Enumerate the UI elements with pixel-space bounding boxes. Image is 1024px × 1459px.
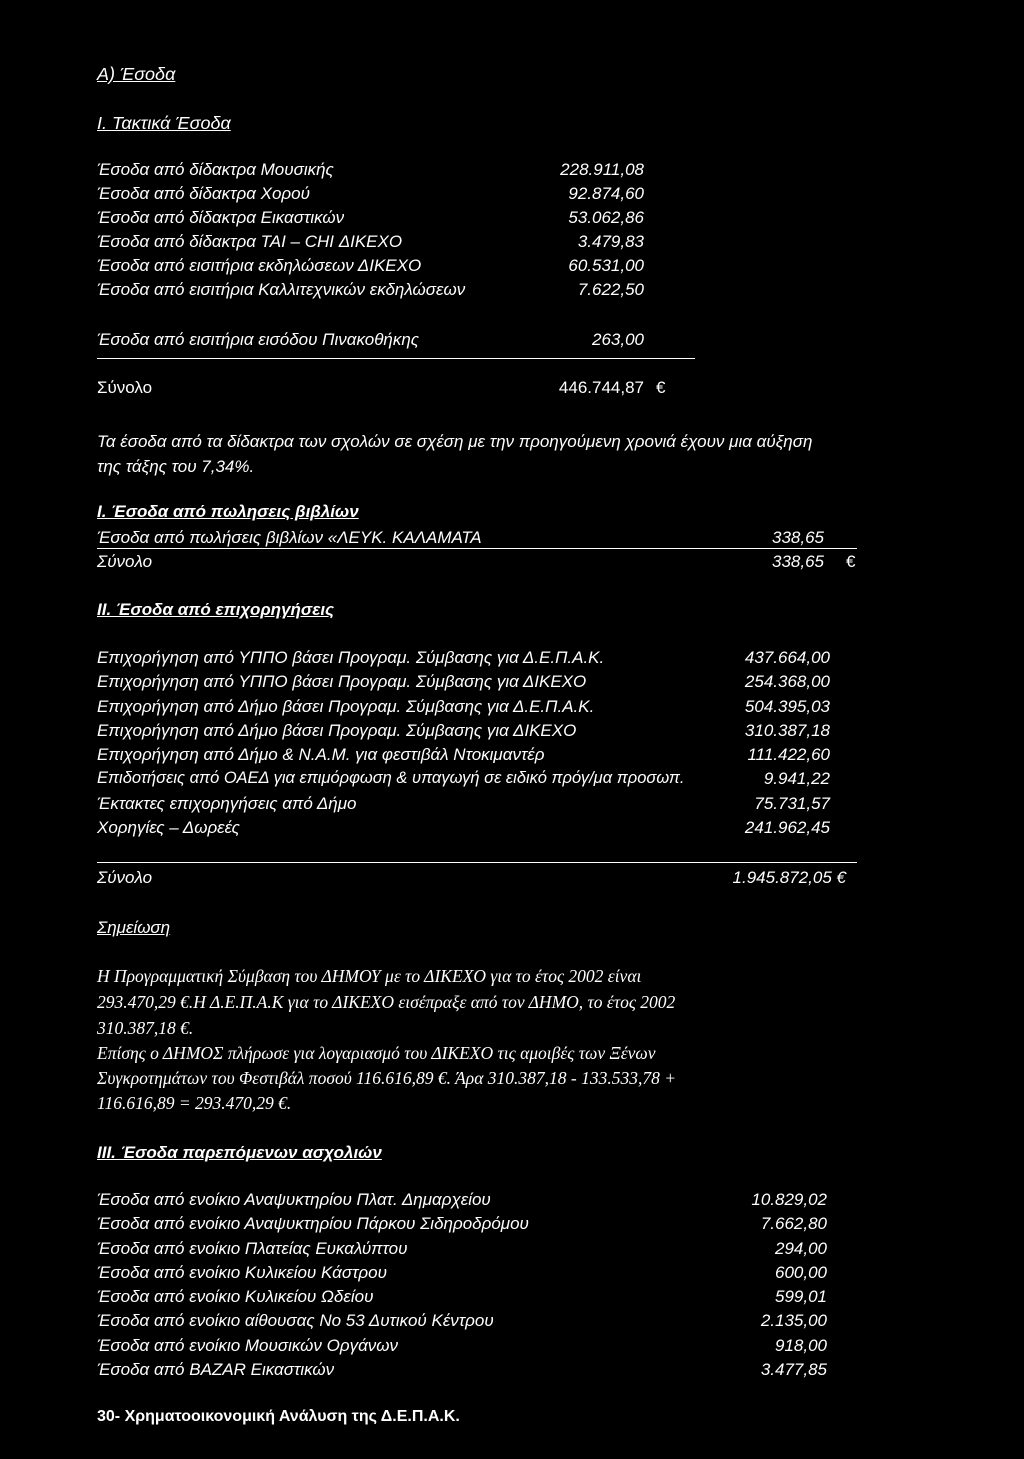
remark-line: Επίσης ο ΔΗΜΟΣ πλήρωσε για λογαριασμό του ΔΙΚΕΧΟ τις αμοιβές των Ξένων: [97, 1043, 656, 1063]
row-label: Έσοδα από ενοίκιο αίθουσας Νο 53 Δυτικού Κέντρου: [97, 1311, 494, 1330]
list-item: [0, 1311, 1024, 1335]
row-value: 918,00: [775, 1336, 827, 1355]
row-label: Επιχορήγηση από Δήμο βάσει Προγραμ. Σύμβασης για Δ.Ε.Π.Α.Κ.: [97, 697, 595, 716]
row-value: 7.662,80: [760, 1214, 827, 1233]
row-value: 7.622,50: [577, 280, 644, 299]
row-label: Έσοδα από BAZAR Εικαστικών: [97, 1360, 335, 1379]
row-value: 241.962,45: [744, 818, 830, 837]
euro-sign: €: [656, 378, 666, 397]
row-value: 3.479,83: [577, 232, 644, 251]
row-value: 504.395,03: [744, 697, 830, 716]
list-item: [0, 256, 1024, 280]
side-income-title: ΙΙΙ. Έσοδα παρεπόμενων ασχολιών: [97, 1143, 382, 1162]
row-value: 111.422,60: [747, 745, 830, 764]
book-sales-title: Ι. Έσοδα από πωλησεις βιβλίων: [97, 502, 359, 521]
row-label: Έσοδα από εισιτήρια Καλλιτεχνικών εκδηλώσεων: [97, 280, 466, 299]
row-value: 60.531,00: [568, 256, 644, 275]
row-value: 2.135,00: [760, 1311, 827, 1330]
list-item: [0, 769, 1024, 793]
row-label: Έσοδα από δίδακτρα Χορού: [97, 184, 310, 203]
row-label: Επιδοτήσεις από ΟΑΕΔ για επιμόρφωση & υπαγωγή σε ειδικό πρόγ/μα προσωπ.: [97, 769, 685, 787]
row-label: Έσοδα από δίδακτρα Μουσικής: [97, 160, 334, 179]
remark-line: Η Προγραμματική Σύμβαση του ΔΗΜΟΥ με το ΔΙΚΕΧΟ για το έτος 2002 είναι: [97, 966, 642, 986]
row-label: Έσοδα από εισιτήρια εισόδου Πινακοθήκης: [97, 330, 420, 349]
row-value: 228.911,08: [560, 160, 644, 179]
euro-sign: €: [846, 552, 856, 571]
row-label: Έκτακτες επιχορηγήσεις από Δήμο: [97, 794, 357, 813]
row-label: Έσοδα από ενοίκιο Αναψυκτηρίου Πάρκου Σιδηροδρόμου: [97, 1214, 529, 1233]
remark-line: 116.616,89 = 293.470,29 €.: [97, 1093, 292, 1113]
row-value: 437.664,00: [744, 648, 830, 667]
list-item: [0, 1360, 1024, 1384]
row-value: 3.477,85: [760, 1360, 827, 1379]
list-item: [0, 208, 1024, 232]
remark-title: Σημείωση: [97, 918, 171, 937]
grants-total-row: [0, 868, 1024, 892]
list-item: [0, 1263, 1024, 1287]
row-label: Επιχορήγηση από ΥΠΠΟ βάσει Προγραμ. Σύμβασης για Δ.Ε.Π.Α.Κ.: [97, 648, 605, 667]
divider: [97, 862, 857, 863]
row-value: 75.731,57: [754, 794, 830, 813]
divider: [97, 358, 695, 359]
row-value: 599,01: [775, 1287, 827, 1306]
row-label: Χορηγίες – Δωρεές: [97, 818, 240, 837]
row-value: 254.368,00: [744, 672, 830, 691]
row-label: Έσοδα από εισιτήρια εκδηλώσεων ΔΙΚΕΧΟ: [97, 256, 422, 275]
total-label: Σύνολο: [97, 378, 153, 397]
list-item: [0, 672, 1024, 696]
remark-line: 293.470,29 €.Η Δ.Ε.Π.Α.Κ για το ΔΙΚΕΧΟ εισέπραξε από τον ΔΗΜΟ, το έτος 2002: [97, 992, 676, 1012]
note-text: Τα έσοδα από τα δίδακτρα των σχολών σε σχέση με την προηγούμενη χρονιά έχουν μια αύξηση: [97, 432, 813, 451]
row-value: 53.062,86: [568, 208, 644, 227]
note-text: της τάξης του 7,34%.: [97, 457, 255, 476]
total-value: 1.945.872,05 €: [732, 868, 846, 887]
list-item: [0, 1336, 1024, 1360]
grants-title: ΙΙ. Έσοδα από επιχορηγήσεις: [97, 600, 335, 619]
total-value: 446.744,87: [558, 378, 644, 397]
row-value: 600,00: [775, 1263, 827, 1282]
row-label: Επιχορήγηση από Δήμο βάσει Προγραμ. Σύμβασης για ΔΙΚΕΧΟ: [97, 721, 577, 740]
row-label: Έσοδα από ενοίκιο Κυλικείου Κάστρου: [97, 1263, 387, 1282]
row-label: Έσοδα από ενοίκιο Μουσικών Οργάνων: [97, 1336, 399, 1355]
section-a-title: Α) Έσοδα: [97, 64, 176, 84]
row-label: Έσοδα από ενοίκιο Αναψυκτηρίου Πλατ. Δημαρχείου: [97, 1190, 491, 1209]
row-value: 338,65: [772, 528, 824, 547]
row-label: Επιχορήγηση από ΥΠΠΟ βάσει Προγραμ. Σύμβασης για ΔΙΚΕΧΟ: [97, 672, 587, 691]
row-value: 263,00: [592, 330, 644, 349]
total-label: Σύνολο: [97, 552, 153, 571]
list-item: [0, 232, 1024, 256]
row-label: Έσοδα από ενοίκιο Κυλικείου Ωδείου: [97, 1287, 374, 1306]
row-value: 10.829,02: [751, 1190, 827, 1209]
list-item: [0, 1287, 1024, 1311]
row-label: Έσοδα από πωλήσεις βιβλίων «ΛΕΥΚ. ΚΑΛΑΜΑΤΑ: [97, 528, 482, 547]
row-label: Επιχορήγηση από Δήμο & Ν.Α.Μ. για φεστιβάλ Ντοκιμαντέρ: [97, 745, 545, 764]
list-item: [0, 280, 1024, 304]
list-item: [0, 794, 1024, 818]
row-value: 9.941,22: [763, 769, 830, 788]
list-item: [0, 818, 1024, 842]
total-value: 338,65: [772, 552, 824, 571]
row-label: Έσοδα από ενοίκιο Πλατείας Ευκαλύπτου: [97, 1239, 408, 1258]
tactical-total-row: [0, 378, 1024, 402]
list-item: [0, 330, 1024, 354]
list-item: [0, 1214, 1024, 1238]
list-item: [0, 697, 1024, 721]
list-item: [0, 184, 1024, 208]
tactical-income-title: Ι. Τακτικά Έσοδα: [97, 113, 231, 133]
row-label: Έσοδα από δίδακτρα Εικαστικών: [97, 208, 345, 227]
page-footer: 30- Χρηματοοικονομική Ανάλυση της Δ.Ε.Π.Α.Κ.: [97, 1408, 460, 1425]
remark-line: Συγκροτημάτων του Φεστιβάλ ποσού 116.616,89 €. Άρα 310.387,18 - 133.533,78 +: [97, 1068, 677, 1088]
list-item: [0, 745, 1024, 769]
list-item: [0, 1239, 1024, 1263]
list-item: [0, 160, 1024, 184]
row-label: Έσοδα από δίδακτρα ΤΑΙ – CHI ΔΙΚΕΧΟ: [97, 232, 403, 251]
book-total-row: [0, 552, 1024, 576]
total-label: Σύνολο: [97, 868, 153, 887]
remark-line: 310.387,18 €.: [97, 1018, 194, 1038]
row-value: 92.874,60: [568, 184, 644, 203]
list-item: [0, 721, 1024, 745]
list-item: [0, 648, 1024, 672]
list-item: [0, 1190, 1024, 1214]
row-value: 310.387,18: [744, 721, 830, 740]
divider: [97, 548, 857, 549]
row-value: 294,00: [775, 1239, 827, 1258]
